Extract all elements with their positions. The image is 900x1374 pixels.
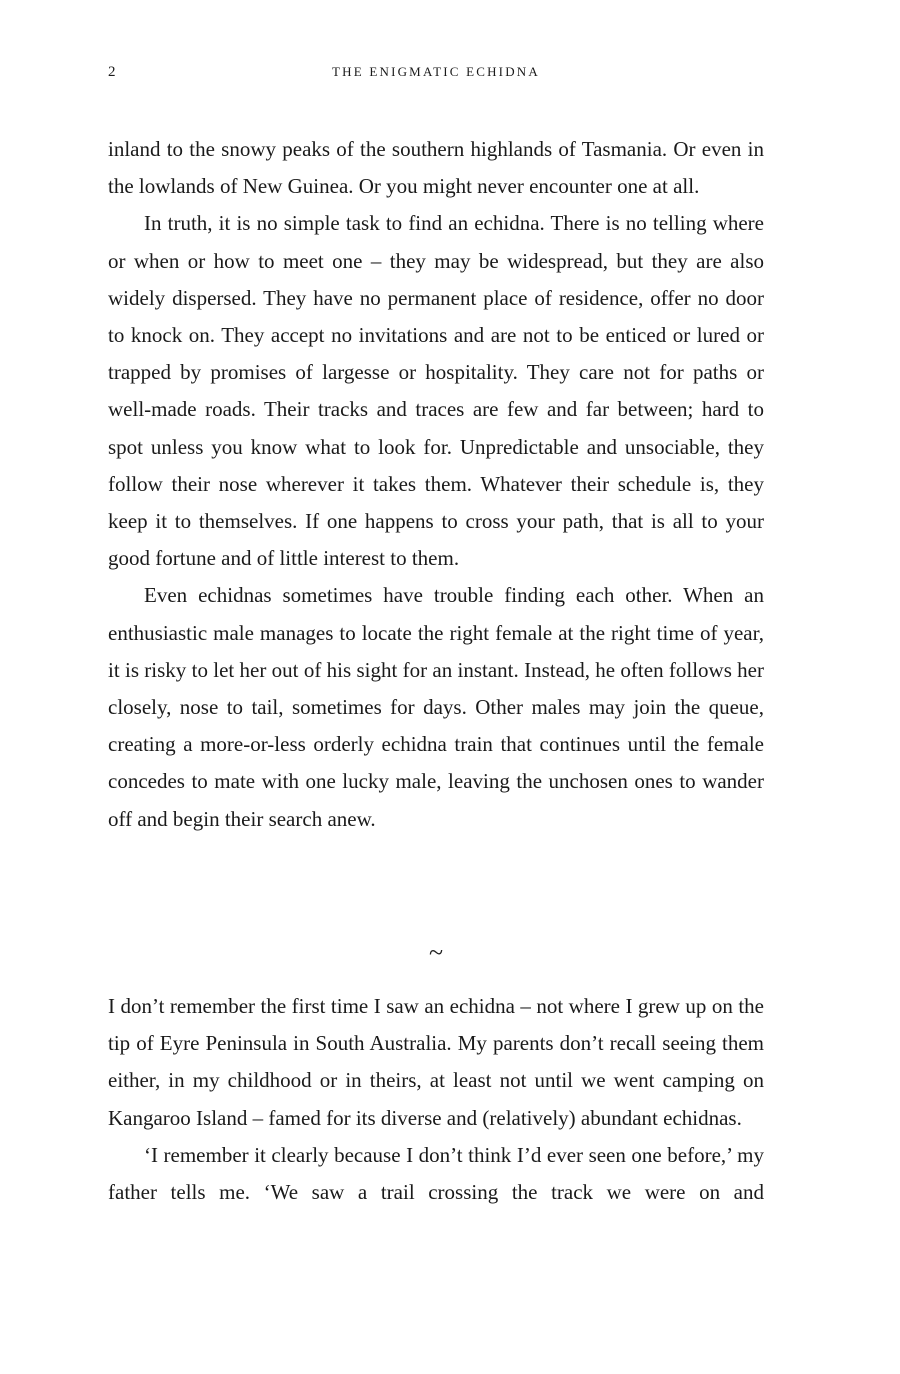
running-head bbox=[108, 64, 764, 86]
body-text-section-1 bbox=[108, 131, 764, 838]
paragraph: ‘I remember it clearly because I don’t think I’d ever seen one before,’ my father tells me. ‘We saw a trail crossing the track we were on and bbox=[108, 1142, 764, 1205]
running-title: THE ENIGMATIC ECHIDNA bbox=[332, 64, 540, 79]
page-number: 2 bbox=[108, 64, 117, 80]
body-text-section-2 bbox=[108, 988, 764, 1211]
paragraph: I don’t remember the first time I saw an echidna – not where I grew up on the tip of Eyre Peninsula in South Australia. My parents don’t recall seeing them either, in my childhood or in theirs, at least not until we went camping on Kangaroo Island – famed for its diverse and (relatively) abundant echidnas. bbox=[108, 994, 764, 1130]
section-break-ornament: ~ bbox=[428, 938, 444, 967]
paragraph: In truth, it is no simple task to find an echidna. There is no telling where or when or how to meet one – they may be widespread, but they are also widely dispersed. They have no permanent place of residence, offer no door to knock on. They accept no invitations and are not to be enticed or lured or trapped by promises of largesse or hospitality. They care not for paths or well-made roads. Their tracks and traces are few and far between; hard to spot unless you know what to look for. Unpredictable and unsociable, they follow their nose wherever it takes them. Whatever their schedule is, they keep it to themselves. If one happens to cross your path, that is all to your good fortune and of little interest to them. bbox=[108, 211, 764, 571]
paragraph: inland to the snowy peaks of the southern highlands of Tasmania. Or even in the lowlands of New Guinea. Or you might never encounter one at all. bbox=[108, 137, 764, 199]
paragraph: Even echidnas sometimes have trouble finding each other. When an enthusiastic male manages to locate the right female at the right time of year, it is risky to let her out of his sight for an instant. Instead, he often follows her closely, nose to tail, sometimes for days. Other males may join the queue, creating a more-or-less orderly echidna train that continues until the female concedes to mate with one lucky male, leaving the unchosen ones to wander off and begin their search anew. bbox=[108, 583, 764, 831]
